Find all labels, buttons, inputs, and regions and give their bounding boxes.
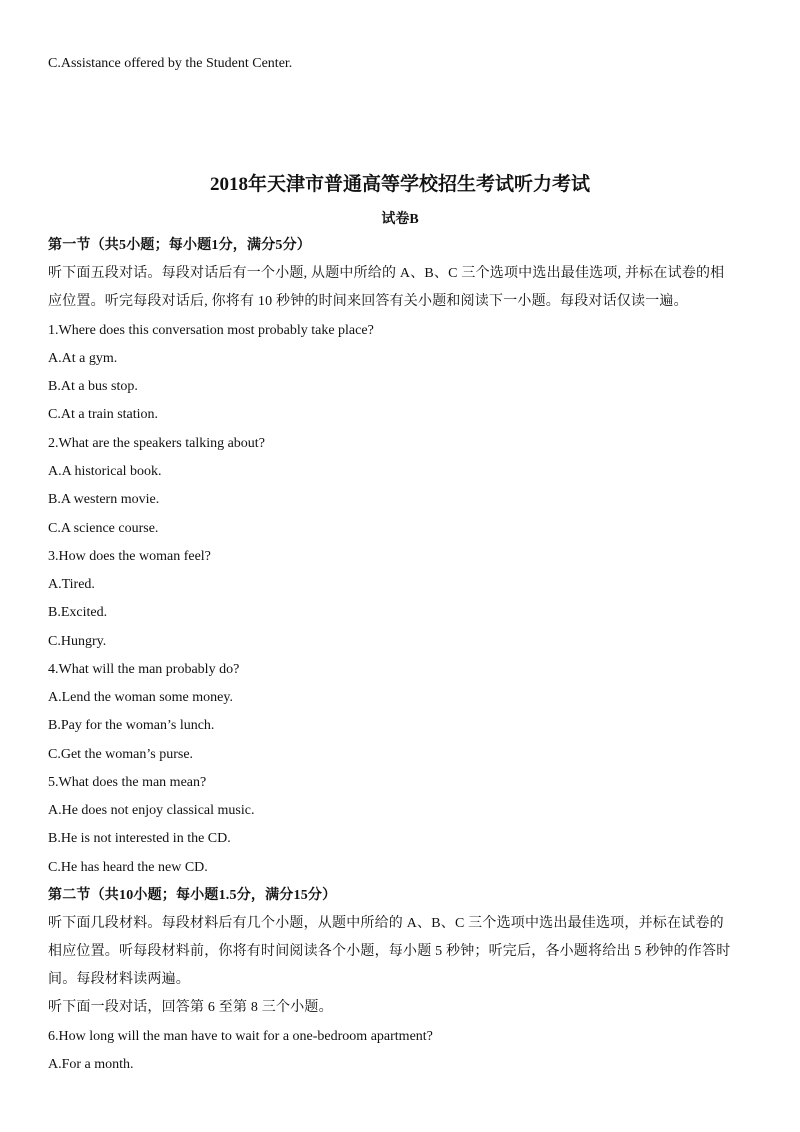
option-text: C.Assistance offered by the Student Center. — [48, 56, 293, 71]
option-text: A.A historical book. — [48, 464, 162, 479]
instruction-line: 听下面五段对话。每段对话后有一个小题, 从题中所给的 A、B、C 三个选项中选出最佳选项, 并标在试卷的相 — [48, 266, 725, 281]
option-text: C.Hungry. — [48, 634, 107, 649]
instruction-line: 相应位置。听每段材料前，你将有时间阅读各个小题，每小题 5 秒钟；听完后，各小题将给出 5 秒钟的作答时 — [48, 944, 731, 959]
dialog-intro: 听下面一段对话，回答第 6 至第 8 三个小题。 — [48, 1000, 333, 1015]
section-heading: 第二节（共10小题；每小题1.5分，满分15分） — [48, 888, 337, 903]
option-text: C.A science course. — [48, 521, 159, 536]
option-text: A.For a month. — [48, 1057, 134, 1072]
option-text: C.At a train station. — [48, 407, 159, 422]
question-text: 6.How long will the man have to wait for a one-bedroom apartment? — [48, 1029, 433, 1044]
instruction-line: 应位置。听完每段对话后, 你将有 10 秒钟的时间来回答有关小题和阅读下一小题。每段对话仅读一遍。 — [48, 294, 688, 309]
instruction-line: 听下面几段材料。每段材料后有几个小题，从题中所给的 A、B、C 三个选项中选出最佳选项，并标在试卷的 — [48, 916, 724, 931]
instruction-line: 间。每段材料读两遍。 — [48, 972, 190, 987]
question-text: 3.How does the woman feel? — [48, 549, 211, 564]
option-text: C.Get the woman’s purse. — [48, 747, 194, 762]
page-title: 2018年天津市普通高等学校招生考试听力考试 — [209, 174, 590, 195]
question-text: 1.Where does this conversation most probably take place? — [48, 323, 374, 338]
section-heading: 第一节（共5小题；每小题1分，满分5分） — [48, 238, 311, 253]
question-text: 2.What are the speakers talking about? — [48, 436, 265, 451]
option-text: B.At a bus stop. — [48, 379, 138, 394]
option-text: B.Excited. — [48, 605, 108, 620]
option-text: A.At a gym. — [48, 351, 118, 366]
option-text: B.A western movie. — [48, 492, 160, 507]
option-text: A.Lend the woman some money. — [48, 690, 233, 705]
option-text: B.Pay for the woman’s lunch. — [48, 718, 215, 733]
question-text: 5.What does the man mean? — [48, 775, 207, 790]
option-text: C.He has heard the new CD. — [48, 860, 208, 875]
option-text: A.He does not enjoy classical music. — [48, 803, 255, 818]
option-text: A.Tired. — [48, 577, 95, 592]
paper-label: 试卷B — [381, 212, 419, 227]
option-text: B.He is not interested in the CD. — [48, 831, 231, 846]
question-text: 4.What will the man probably do? — [48, 662, 240, 677]
